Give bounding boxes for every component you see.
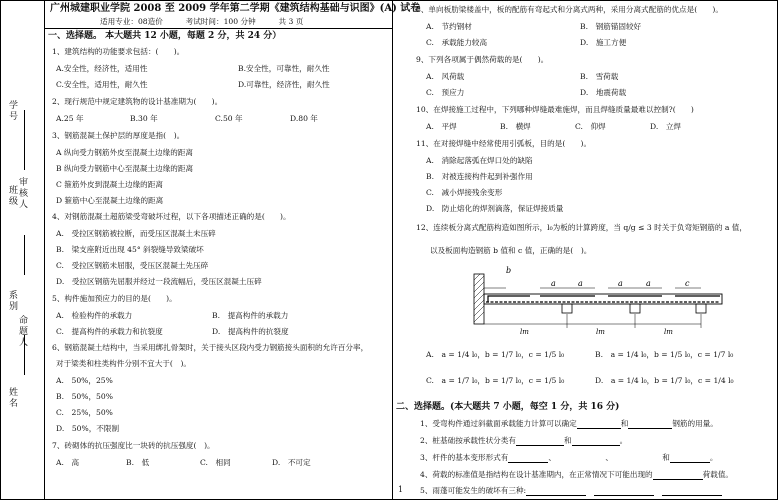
question-text: 5、构件施加预应力的目的是( )。 xyxy=(52,294,177,303)
option-a: A.25 年 xyxy=(56,114,84,123)
answer-blank[interactable] xyxy=(516,437,564,446)
option-c: C. 预应力 xyxy=(426,88,465,97)
question-text: 11、在对接焊缝中经常使用引弧板，目的是( )。 xyxy=(416,139,592,148)
option-c: C. 承载能力较高 xyxy=(426,38,488,47)
question-text-cont: 对于梁类和柱类构件分别不宜大于( )。 xyxy=(56,359,192,368)
class-label: 班级 xyxy=(7,185,17,207)
question-text: 7、砖砌体的抗压强度比一块砖的抗压强度( )。 xyxy=(52,441,215,450)
option-b: B. a = 1/4 l₀，b = 1/5 l₀，c = 1/7 l₀ xyxy=(595,350,734,359)
fill-question-text: 3、杆件的基本变形形式有 xyxy=(420,453,509,462)
dim-label-a: a xyxy=(578,279,583,288)
question-text: 12、连续板分离式配筋构造如图所示，l₀为板的计算跨度，当 q/g ≤ 3 时关于负弯矩钢筋的 a 值， xyxy=(416,223,747,232)
seal-line xyxy=(24,235,25,275)
option-a: A. 检验构件的承载力 xyxy=(56,311,133,320)
section-1-heading: 一、选择题。 本大题共 12 小题，每题 2 分，共 24 分） xyxy=(48,31,282,41)
question-text: 2、现行规范中规定建筑物的设计基准期为( )。 xyxy=(52,97,223,106)
span-label: lm xyxy=(520,328,529,336)
answer-blank[interactable] xyxy=(572,437,620,446)
answer-blank[interactable] xyxy=(577,420,621,429)
span-label: lm xyxy=(596,328,605,336)
option-a: A. a = 1/4 l₀，b = 1/7 l₀，c = 1/5 l₀ xyxy=(426,350,565,359)
fill-question-text: 和 xyxy=(620,419,629,428)
option-b: B. 50%，50% xyxy=(56,392,113,401)
answer-blank[interactable] xyxy=(628,420,672,429)
option-d: D.80 年 xyxy=(290,114,318,123)
option-d: D. 立焊 xyxy=(650,122,682,131)
dim-label-b: b xyxy=(506,266,512,275)
option-a: A 纵向受力钢筋外皮至混凝土边缘的距离 xyxy=(56,148,193,157)
fill-question xyxy=(420,436,627,446)
option-d: D. 提高构件的抗裂度 xyxy=(212,327,289,336)
exam-info: 适用专业：08造价 考试时间：100 分钟 共 3 页 xyxy=(100,17,304,26)
seal-line xyxy=(24,335,25,375)
dim-label-a: a xyxy=(551,279,556,288)
page-number: 1 xyxy=(398,485,404,494)
option-d: D. 50%，不限制 xyxy=(56,424,120,433)
option-a: A. 节约钢材 xyxy=(426,22,472,31)
question-text: 8、单向板肋梁楼盖中，板的配筋有弯起式和分离式两种，采用分离式配筋的优点是( )。 xyxy=(416,5,723,14)
title-rule xyxy=(44,28,392,29)
dim-label-a: a xyxy=(646,279,651,288)
question-text: 10、在焊接施工过程中，下列哪种焊缝最难施焊，而且焊缝质量最难以控制?( ) xyxy=(416,105,694,114)
answer-blank[interactable] xyxy=(670,454,710,463)
option-c: C. 仰焊 xyxy=(575,122,606,131)
fill-question-text: 和 xyxy=(563,436,572,445)
option-b: B.30 年 xyxy=(130,114,158,123)
option-a: A. 风荷载 xyxy=(426,72,465,81)
option-c: C.安全性，适用性，耐久性 xyxy=(56,80,148,89)
option-d: D. 地震荷载 xyxy=(580,88,627,97)
option-b: B. 横焊 xyxy=(500,122,531,131)
option-d: D. 施工方便 xyxy=(580,38,627,47)
fill-question-text: 。 xyxy=(709,453,718,462)
option-d: D. 受拉区钢筋先屈服并经过一段流幅后，受压区混凝土压碎 xyxy=(56,277,262,286)
option-c: C. a = 1/7 l₀，b = 1/7 l₀，c = 1/5 l₀ xyxy=(426,376,565,385)
exam-title: 广州城建职业学院 2008 至 2009 学年第二学期《建筑结构基础与识图》(A) 试卷 xyxy=(50,3,421,14)
option-b: B. 梁支座附近出现 45° 斜裂缝导致梁破坏 xyxy=(56,245,204,254)
option-b: B.安全性，可靠性，耐久性 xyxy=(238,64,330,73)
fill-question-text: 2、桩基础按承载性状分类有 xyxy=(420,436,516,445)
option-d: D. a = 1/4 l₀，b = 1/7 l₀，c = 1/4 l₀ xyxy=(595,376,734,385)
fill-question-text: 4、荷载的标准值是指结构在设计基准期内，在正常情况下可能出现的 xyxy=(420,470,653,479)
option-a: A. 50%，25% xyxy=(56,376,113,385)
option-b: B 纵向受力钢筋中心至混凝土边缘的距离 xyxy=(56,164,194,173)
fill-question xyxy=(420,470,733,480)
student-id-label: 学号 xyxy=(7,100,17,122)
option-d: D. 防止熔化的焊剂滴落，保证焊接质量 xyxy=(426,204,564,213)
setter-label: 命题人 xyxy=(17,315,27,348)
dim-label-c: c xyxy=(685,279,690,288)
binding-strip xyxy=(2,5,38,495)
option-a: A. 高 xyxy=(56,458,80,467)
fill-question-text: 。 xyxy=(619,436,628,445)
option-b: B. 雪荷载 xyxy=(580,72,619,81)
span-label: lm xyxy=(664,328,673,336)
fill-question-text: 、 、 和 xyxy=(548,453,670,462)
option-a: A. 消除起落弧在焊口处的缺陷 xyxy=(426,156,533,165)
question-text: 6、钢筋混凝土结构中，当采用绑扎骨架时，关于接头区段内受力钢筋接头面积的允许百分率， xyxy=(52,343,369,352)
option-a: A. 平焊 xyxy=(426,122,457,131)
answer-blank[interactable] xyxy=(508,454,548,463)
department-label: 系别 xyxy=(7,290,17,312)
option-c: C. 25%，50% xyxy=(56,408,113,417)
fill-question-text: 5、雨蓬可能发生的破坏有三种: xyxy=(420,486,527,495)
option-c: C.50 年 xyxy=(215,114,243,123)
option-d: D. 不可定 xyxy=(272,458,311,467)
answer-blank[interactable] xyxy=(594,487,654,496)
fill-question xyxy=(420,453,717,463)
option-b: B. 低 xyxy=(126,458,150,467)
option-c: C 箍筋外皮到混凝土边缘的距离 xyxy=(56,180,163,189)
option-c: C. 减小焊接残余变形 xyxy=(426,188,503,197)
fill-question xyxy=(420,419,718,429)
option-d: D.可靠性，经济性，耐久性 xyxy=(238,80,330,89)
question-text: 3、钢筋混凝土保护层的厚度是指( )。 xyxy=(52,131,185,140)
option-a: A. 受拉区钢筋被拉断，而受压区混凝土未压碎 xyxy=(56,229,216,238)
answer-blank[interactable] xyxy=(653,471,703,480)
answer-blank[interactable] xyxy=(526,487,586,496)
seal-line xyxy=(24,110,25,170)
option-c: C. 相同 xyxy=(200,458,231,467)
option-b: B. 钢筋锚固较好 xyxy=(580,22,642,31)
option-a: A.安全性，经济性，适用性 xyxy=(56,64,148,73)
fill-question-text: 1、受弯构件通过斜截面承载能力计算可以确定 xyxy=(420,419,577,428)
section-2-heading: 二、选择题。(本大题共 7 小题，每空 1 分，共 16 分) xyxy=(396,402,620,412)
reviewer-label: 审核人 xyxy=(17,177,27,210)
option-d: D 箍筋中心至混凝土边缘的距离 xyxy=(56,196,164,205)
question-text: 1、建筑结构的功能要求包括：( )。 xyxy=(52,47,185,56)
option-c: C. 提高构件的承载力和抗裂度 xyxy=(56,327,163,336)
fill-question-text: 钢筋的用量。 xyxy=(672,419,718,428)
option-c: C. 受拉区钢筋未屈服，受压区混凝土先压碎 xyxy=(56,261,209,270)
center-divider xyxy=(392,0,393,500)
slab-reinforcement-diagram xyxy=(470,264,725,336)
dim-label-a: a xyxy=(618,279,623,288)
fill-question xyxy=(420,486,722,496)
option-b: B. 提高构件的承载力 xyxy=(212,311,289,320)
question-text-cont: 以及板面构造钢筋 b 值和 c 值，正确的是( )。 xyxy=(430,246,592,255)
question-text: 9、下列各项属于偶然荷载的是( )。 xyxy=(416,55,549,64)
answer-blank[interactable] xyxy=(662,487,722,496)
binding-divider xyxy=(44,0,45,500)
question-text: 4、对钢筋混凝土超筋梁受弯破坏过程，以下各项描述正确的是( )。 xyxy=(52,212,291,221)
option-b: B. 对被连接构件起到补强作用 xyxy=(426,172,533,181)
name-label: 姓名 xyxy=(7,387,17,409)
fill-question-text: 荷载值。 xyxy=(702,470,734,479)
